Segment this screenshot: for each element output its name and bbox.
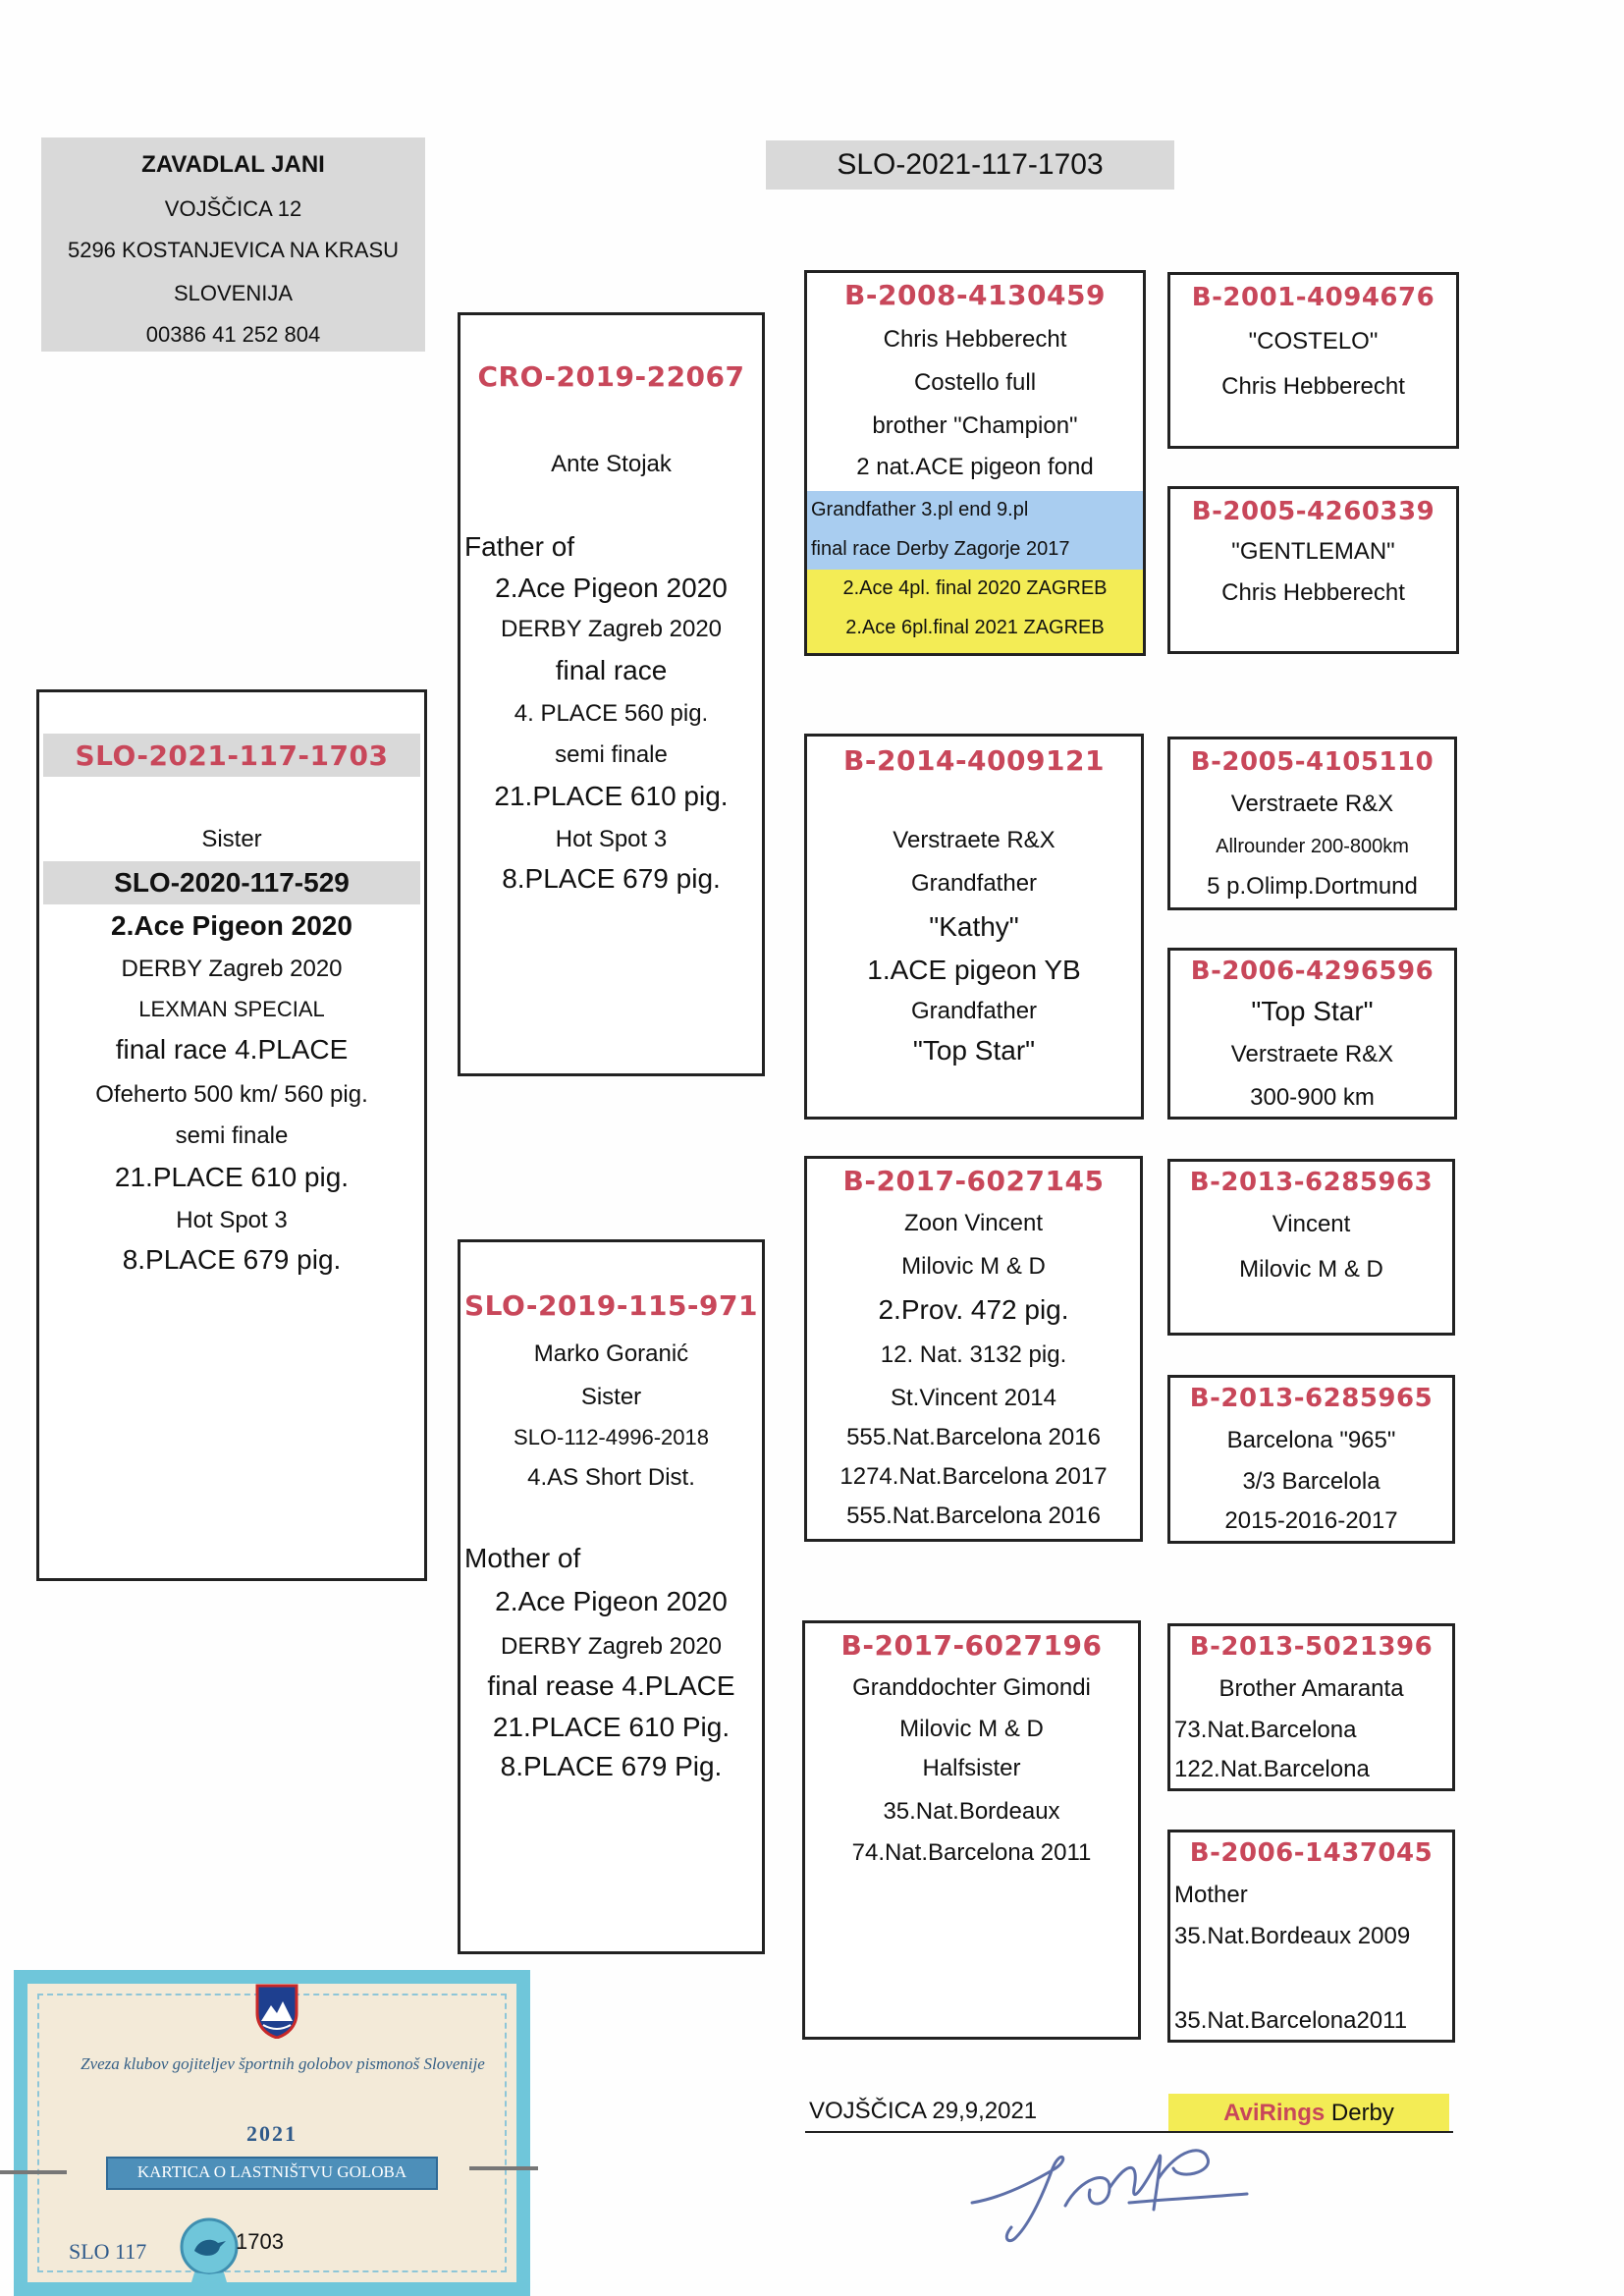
ggp-box-7: [1167, 1623, 1455, 1791]
place-date: VOJŠČICA 29,9,2021: [809, 2098, 1038, 2124]
owner-block: [41, 137, 425, 352]
subject-line: Hot Spot 3: [176, 1207, 288, 1233]
father-line: 8.PLACE 679 pig.: [502, 863, 721, 894]
header-ring-text: SLO-2021-117-1703: [837, 148, 1104, 181]
ggp-line: Vincent: [1272, 1211, 1351, 1237]
ggp-box-3: [1167, 737, 1457, 910]
gf1-line: 2.Ace 6pl.final 2021 ZAGREB: [845, 617, 1105, 638]
gm2-ring: B-2017-6027196: [840, 1629, 1103, 1662]
subject-ring: SLO-2021-117-1703: [75, 739, 389, 772]
gm2-line: 74.Nat.Barcelona 2011: [851, 1839, 1092, 1866]
gm2-line: 35.Nat.Bordeaux: [883, 1798, 1060, 1825]
father-line: 4. PLACE 560 pig.: [514, 700, 709, 727]
ggp-line: Mother: [1174, 1882, 1248, 1908]
father-line: Ante Stojak: [551, 451, 672, 477]
mother-line: 21.PLACE 610 Pig.: [492, 1712, 731, 1742]
gf2-line: 1274.Nat.Barcelona 2017: [839, 1463, 1108, 1490]
card-title: KARTICA O LASTNIŠTVU GOLOBA: [136, 2162, 407, 2181]
pigeon-medal-icon: [175, 2215, 244, 2294]
mother-line: 8.PLACE 679 Pig.: [500, 1751, 723, 1781]
ggp-ring: B-2005-4105110: [1190, 747, 1435, 777]
gf2-line: 555.Nat.Barcelona 2016: [846, 1503, 1101, 1529]
ggp-line: 2015-2016-2017: [1224, 1507, 1398, 1534]
signature-icon: [962, 2129, 1257, 2257]
ggp-box-4: [1167, 948, 1457, 1120]
card-code: SLO 117: [69, 2239, 147, 2264]
gm2-line: Halfsister: [922, 1755, 1021, 1781]
gf2-line: 2.Prov. 472 pig.: [878, 1294, 1069, 1325]
mother-line: 2.Ace Pigeon 2020: [495, 1586, 728, 1616]
subject-line: semi finale: [175, 1122, 289, 1149]
gm1-line: 1.ACE pigeon YB: [867, 955, 1081, 985]
gm1-ring: B-2014-4009121: [843, 744, 1105, 777]
ggp-ring: B-2006-1437045: [1189, 1838, 1434, 1868]
gf1-line: 2.Ace 4pl. final 2020 ZAGREB: [842, 577, 1108, 599]
card-number: 1703: [236, 2229, 284, 2254]
owner-country: SLOVENIJA: [173, 281, 294, 305]
ggp-line: Barcelona "965": [1226, 1427, 1396, 1453]
ggp-line: "COSTELO": [1248, 328, 1379, 355]
gf1-blue-band: [807, 491, 1143, 570]
ggp-ring: B-2013-6285963: [1189, 1168, 1434, 1197]
mother-line: DERBY Zagreb 2020: [500, 1633, 723, 1660]
gm1-box: [804, 734, 1144, 1120]
brand-label: [1168, 2094, 1449, 2131]
header-ring: [766, 140, 1174, 190]
card-pin-left: [0, 2170, 67, 2174]
owner-name: ZAVADLAL JANI: [141, 151, 325, 178]
ggp-line: Allrounder 200-800km: [1216, 836, 1409, 857]
gf1-line: brother "Champion": [872, 412, 1078, 439]
ggp-box-1: [1167, 272, 1459, 449]
subject-line: Ofeherto 500 km/ 560 pig.: [95, 1081, 368, 1108]
subject-box: [36, 689, 427, 1581]
gf2-line: Zoon Vincent: [904, 1210, 1043, 1236]
ggp-line: 3/3 Barcelola: [1242, 1468, 1380, 1495]
ggp-box-5: [1167, 1159, 1455, 1336]
card-year: 2021: [246, 2121, 298, 2146]
ggp-line: 35.Nat.Bordeaux 2009: [1174, 1923, 1411, 1949]
sister-ring-label: [43, 861, 420, 904]
gf2-line: Milovic M & D: [901, 1253, 1046, 1280]
mother-line: Mother of: [464, 1543, 581, 1573]
gf1-line: Costello full: [913, 369, 1037, 396]
ggp-line: "Top Star": [1251, 996, 1374, 1026]
father-box: [458, 312, 765, 1076]
gf1-box: [804, 270, 1146, 656]
ggp-line: 73.Nat.Barcelona: [1174, 1717, 1357, 1743]
ggp-box-8: [1167, 1830, 1455, 2043]
gf2-line: 555.Nat.Barcelona 2016: [846, 1424, 1101, 1450]
mother-box: [458, 1239, 765, 1954]
ggp-ring: B-2001-4094676: [1191, 283, 1435, 312]
gm2-line: Milovic M & D: [899, 1716, 1044, 1742]
ggp-box-6: [1167, 1375, 1455, 1544]
subject-ring-label: [43, 734, 420, 777]
subject-sister-label: Sister: [201, 826, 262, 852]
ggp-line: 300-900 km: [1250, 1084, 1375, 1111]
card-title-banner: [106, 2157, 438, 2190]
brand-avirings: AviRings: [1223, 2100, 1326, 2126]
subject-line: DERBY Zagreb 2020: [121, 956, 343, 982]
card-org: Zveza klubov gojiteljev športnih golobov pismonoš Slovenije: [81, 2054, 485, 2073]
brand-derby: Derby: [1325, 2100, 1394, 2126]
gf1-line: Chris Hebberecht: [883, 326, 1067, 353]
ggp-line: 122.Nat.Barcelona: [1174, 1756, 1370, 1782]
gf1-line: 2 nat.ACE pigeon fond: [856, 454, 1094, 480]
ggp-ring: B-2013-5021396: [1189, 1632, 1434, 1662]
gf2-box: [804, 1156, 1143, 1542]
owner-city: 5296 KOSTANJEVICA NA KRASU: [67, 238, 400, 262]
mother-line: Marko Goranić: [533, 1340, 689, 1367]
ggp-box-2: [1167, 486, 1459, 654]
father-line: Father of: [464, 531, 575, 562]
gm1-line: Grandfather: [910, 998, 1038, 1024]
gf2-line: St.Vincent 2014: [890, 1385, 1057, 1411]
mother-line: SLO-112-4996-2018: [514, 1425, 709, 1449]
father-line: 21.PLACE 610 pig.: [494, 781, 729, 811]
father-line: 2.Ace Pigeon 2020: [495, 573, 728, 603]
sister-ring: SLO-2020-117-529: [114, 867, 350, 898]
gm1-line: Grandfather: [910, 870, 1038, 897]
father-line: Hot Spot 3: [555, 826, 668, 852]
ggp-line: Chris Hebberecht: [1221, 579, 1405, 606]
gm2-line: Granddochter Gimondi: [852, 1674, 1091, 1701]
father-ring: CRO-2019-22067: [477, 360, 745, 393]
subject-line: final race 4.PLACE: [115, 1034, 349, 1065]
father-line: semi finale: [555, 741, 668, 768]
gm1-line: "Kathy": [929, 911, 1019, 942]
ggp-ring: B-2013-6285965: [1189, 1384, 1434, 1413]
gf1-ring: B-2008-4130459: [844, 279, 1106, 311]
ggp-line: 5 p.Olimp.Dortmund: [1207, 873, 1418, 900]
gf2-ring: B-2017-6027145: [842, 1165, 1105, 1197]
ggp-line: "GENTLEMAN": [1231, 538, 1395, 565]
ggp-line: Brother Amaranta: [1218, 1675, 1404, 1702]
mother-line: Sister: [580, 1384, 642, 1410]
subject-line: LEXMAN SPECIAL: [138, 997, 325, 1021]
subject-line: 21.PLACE 610 pig.: [114, 1162, 350, 1192]
gf2-line: 12. Nat. 3132 pig.: [880, 1341, 1067, 1368]
gm1-line: "Top Star": [912, 1035, 1036, 1066]
ggp-line: Chris Hebberecht: [1221, 373, 1405, 400]
gm1-line: Verstraete R&X: [893, 827, 1056, 853]
card-pin-right: [469, 2166, 538, 2170]
ggp-ring: B-2006-4296596: [1190, 957, 1435, 986]
ggp-line: Verstraete R&X: [1230, 791, 1394, 817]
gf1-yellow-band: [807, 570, 1143, 653]
ownership-card: [14, 1970, 530, 2296]
mother-ring: SLO-2019-115-971: [463, 1289, 759, 1322]
gm2-box: [802, 1620, 1141, 2040]
ggp-line: Verstraete R&X: [1230, 1041, 1394, 1067]
slovenia-coat-of-arms-icon: [253, 1984, 300, 2039]
mother-line: final rease 4.PLACE: [487, 1670, 735, 1701]
owner-street: VOJŠČICA 12: [164, 196, 302, 221]
mother-line: 4.AS Short Dist.: [527, 1464, 695, 1491]
owner-phone: 00386 41 252 804: [145, 322, 321, 347]
subject-line: 2.Ace Pigeon 2020: [111, 910, 352, 941]
ggp-line: 35.Nat.Barcelona2011: [1174, 2007, 1408, 2034]
gf1-line: final race Derby Zagorje 2017: [811, 538, 1070, 560]
subject-line: 8.PLACE 679 pig.: [122, 1244, 342, 1275]
gf1-line: Grandfather 3.pl end 9.pl: [811, 499, 1029, 520]
father-line: DERBY Zagreb 2020: [500, 616, 723, 642]
father-line: final race: [555, 655, 668, 685]
ggp-line: Milovic M & D: [1239, 1256, 1383, 1283]
ggp-ring: B-2005-4260339: [1191, 497, 1435, 526]
